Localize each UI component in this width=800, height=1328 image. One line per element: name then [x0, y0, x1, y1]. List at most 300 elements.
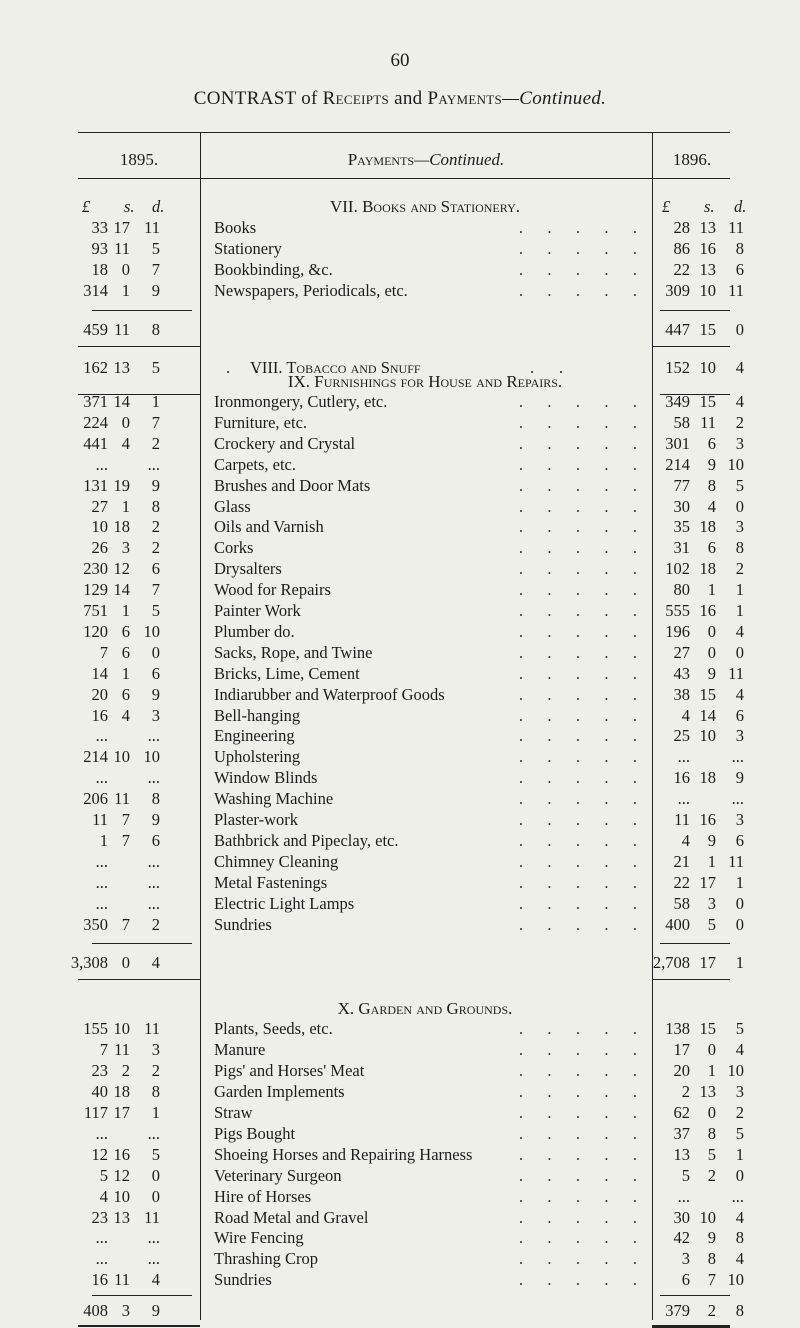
leader-dots: . . . . . — [518, 1144, 640, 1164]
amount-1895-pounds: 23 — [91, 1207, 108, 1227]
amount-1895-pounds: 459 — [83, 319, 108, 339]
header-payments-continued: —Continued. — [414, 150, 505, 169]
amount-1896-pounds: ... — [677, 747, 690, 767]
amount-1896-pence: 11 — [728, 663, 744, 683]
title-part: Payments — [427, 88, 503, 109]
amount-1896-shillings: 0 — [707, 1040, 716, 1060]
item-label: Thrashing Crop — [214, 1249, 319, 1269]
leader-dots: . . . . . — [518, 726, 640, 746]
amount-1896-shillings: 15 — [699, 392, 716, 411]
amount-1895-pence: ... — [147, 1228, 160, 1248]
table-row — [0, 1103, 800, 1125]
amount-1896-pounds: 58 — [673, 893, 690, 913]
amount-1895-pounds: 120 — [83, 621, 108, 641]
section-heading: VII. Books and Stationery. — [329, 197, 520, 216]
table-row — [0, 455, 800, 477]
amount-1895-pounds: 7 — [99, 642, 108, 662]
amount-1895-pence: 2 — [151, 538, 160, 558]
amount-1896-pounds: 27 — [673, 642, 690, 662]
amount-1895-pence: 2 — [151, 914, 160, 934]
item-label: Upholstering — [214, 747, 301, 767]
table-row — [0, 320, 800, 342]
amount-1895-pence: 3 — [151, 1040, 160, 1060]
leader-dots: . . . . . — [518, 1103, 640, 1122]
amount-1895-pounds: ... — [95, 454, 108, 474]
amount-1895-pounds: 230 — [83, 559, 108, 579]
leader-dots: . . . . . — [518, 601, 640, 620]
amount-1896-pounds: 62 — [673, 1103, 690, 1122]
leader-dots: . . . . . — [518, 496, 640, 516]
item-label: Veterinary Surgeon — [214, 1165, 342, 1185]
amount-1896-pence: 3 — [735, 1082, 744, 1102]
amount-1896-pounds: 30 — [673, 496, 690, 516]
amount-1895-pence: ... — [147, 872, 160, 892]
item-label: Drysalters — [214, 559, 282, 579]
leader-dots: . . . . . — [518, 1207, 640, 1227]
table-row — [0, 434, 800, 456]
leader-dots: . . . . . — [518, 1228, 640, 1248]
rule — [92, 943, 192, 944]
amount-1896-pounds: 138 — [665, 1019, 690, 1039]
table-row — [0, 894, 800, 916]
table-row — [0, 392, 800, 414]
amount-1895-pence: 5 — [151, 601, 160, 620]
amount-1895-pence: 7 — [151, 580, 160, 600]
table-row — [0, 601, 800, 623]
amount-1895-pounds: ... — [95, 768, 108, 788]
title-part: CONTRAST of — [193, 88, 323, 109]
rule — [78, 346, 200, 347]
amount-1896-pounds: 13 — [673, 1144, 690, 1164]
amount-1896-pounds: 37 — [673, 1123, 690, 1143]
item-label: Road Metal and Gravel — [214, 1207, 369, 1227]
amount-1896-shillings: 11 — [700, 412, 716, 432]
pound-sign: £ — [662, 197, 671, 216]
header-1896: 1896. — [672, 150, 712, 169]
amount-1895-pence: 2 — [151, 1061, 160, 1081]
item-label: Garden Implements — [214, 1082, 345, 1102]
amount-1896-pence: 8 — [735, 1301, 744, 1321]
amount-1896-shillings: 10 — [699, 726, 716, 746]
section-heading: VIII. Tobacco and Snuff — [250, 357, 421, 377]
amount-1896-shillings: 15 — [699, 319, 716, 339]
item-label: Brushes and Door Mats — [214, 475, 371, 495]
amount-1895-shillings: 10 — [113, 747, 130, 767]
table-row — [0, 1270, 800, 1292]
item-label: Bookbinding, &c. — [214, 259, 333, 279]
amount-1896-pounds: 28 — [673, 218, 690, 237]
item-label: Plants, Seeds, etc. — [214, 1019, 333, 1039]
amount-1895-pounds: 5 — [99, 1165, 108, 1185]
amount-1895-pounds: 371 — [83, 392, 108, 411]
amount-1896-pence: 0 — [735, 1165, 744, 1185]
amount-1895-pence: ... — [147, 768, 160, 788]
amount-1896-pence: 2 — [735, 412, 744, 432]
amount-1896-pounds: ... — [677, 1186, 690, 1206]
amount-1896-pence: 4 — [735, 1040, 744, 1060]
amount-1896-pence: 0 — [735, 642, 744, 662]
amount-1895-pence: 6 — [151, 559, 160, 579]
amount-1895-pence: 5 — [151, 238, 160, 258]
amount-1896-pence: 4 — [735, 1249, 744, 1269]
amount-1896-pounds: 4 — [681, 705, 690, 725]
amount-1895-pounds: 12 — [91, 1144, 108, 1164]
amount-1895-pence: 8 — [151, 789, 160, 809]
amount-1896-shillings: 16 — [699, 238, 716, 258]
amount-1896-pence: 1 — [735, 953, 744, 973]
amount-1895-pounds: 20 — [91, 684, 108, 704]
amount-1895-pounds: ... — [95, 1123, 108, 1143]
rule — [92, 310, 192, 311]
amount-1896-pence: 0 — [735, 893, 744, 913]
table-row — [0, 413, 800, 435]
amount-1895-shillings: 13 — [113, 1207, 130, 1227]
title-part: Receipts — [322, 88, 390, 109]
amount-1896-pence: 3 — [735, 810, 744, 829]
leader-dots: . . . . . — [518, 392, 640, 411]
amount-1895-shillings: 4 — [121, 433, 130, 453]
rule — [652, 979, 730, 980]
item-label: Pigs Bought — [214, 1123, 296, 1143]
amount-1896-pence: 1 — [735, 580, 744, 600]
amount-1895-pence: ... — [147, 1123, 160, 1143]
amount-1896-pounds: 5 — [681, 1165, 690, 1185]
amount-1896-shillings: 17 — [699, 872, 716, 892]
item-label: Metal Fastenings — [214, 872, 328, 892]
leader-dots: . . . . . — [518, 830, 640, 850]
amount-1896-shillings: 16 — [699, 601, 716, 620]
amount-1896-shillings: 1 — [707, 851, 716, 871]
amount-1895-shillings: 12 — [113, 1165, 130, 1185]
amount-1896-pounds: 25 — [673, 726, 690, 746]
amount-1896-pence: 1 — [735, 1144, 744, 1164]
amount-1895-pounds: 131 — [83, 475, 108, 495]
amount-1896-pounds: 2 — [681, 1082, 690, 1102]
amount-1895-shillings: 6 — [121, 684, 130, 704]
amount-1895-shillings: 11 — [114, 1040, 130, 1060]
leader-dots: . . . . . — [518, 580, 640, 600]
amount-1895-shillings: 17 — [113, 1103, 130, 1122]
amount-1896-pounds: 4 — [681, 830, 690, 850]
amount-1895-shillings: 14 — [113, 392, 130, 411]
amount-1895-shillings: 18 — [113, 517, 130, 537]
table-row — [0, 1145, 800, 1167]
amount-1896-shillings: 5 — [707, 914, 716, 934]
amount-1896-pounds: 58 — [673, 412, 690, 432]
amount-1896-shillings: 9 — [707, 1228, 716, 1248]
leader-dots: . . . . . — [518, 810, 640, 829]
amount-1895-pounds: 441 — [83, 433, 108, 453]
amount-1895-shillings: 10 — [113, 1019, 130, 1039]
leader-dots: . . . . . — [518, 1123, 640, 1143]
page-title — [0, 88, 800, 110]
amount-1896-shillings: 2 — [707, 1301, 716, 1321]
amount-1896-pounds: 43 — [673, 663, 690, 683]
amount-1895-shillings: 1 — [121, 280, 130, 300]
item-label: Carpets, etc. — [214, 454, 297, 474]
item-label: Sundries — [214, 914, 272, 934]
leader-dots: . . . . . — [518, 705, 640, 725]
section-heading: X. Garden and Grounds. — [337, 999, 513, 1019]
amount-1895-shillings: 17 — [113, 218, 130, 237]
item-label: Washing Machine — [214, 789, 334, 809]
amount-1896-pence: 1 — [735, 872, 744, 892]
amount-1895-pence: 5 — [151, 357, 160, 377]
amount-1896-pounds: ... — [677, 789, 690, 809]
amount-1895-pounds: 224 — [83, 412, 108, 432]
amount-1896-pounds: 80 — [673, 580, 690, 600]
table-row — [0, 1301, 800, 1323]
amount-1895-pounds: ... — [95, 726, 108, 746]
amount-1896-shillings: 10 — [699, 357, 716, 377]
table-row — [0, 1208, 800, 1230]
amount-1895-pence: 0 — [151, 642, 160, 662]
table-row — [0, 1019, 800, 1041]
rule — [660, 310, 730, 311]
item-label: Window Blinds — [214, 768, 318, 788]
amount-1895-pounds: 155 — [83, 1019, 108, 1039]
amount-1896-pence: 1 — [735, 601, 744, 620]
amount-1896-pounds: 38 — [673, 684, 690, 704]
amount-1896-shillings: 15 — [699, 684, 716, 704]
leader-dots: . . . . . — [518, 747, 640, 767]
amount-1895-shillings: 7 — [121, 914, 130, 934]
table-row — [0, 239, 800, 261]
leader-dots: . . . . . — [518, 768, 640, 788]
amount-1895-pounds: 7 — [99, 1040, 108, 1060]
amount-1895-shillings: 0 — [121, 259, 130, 279]
amount-1895-shillings: 11 — [114, 789, 130, 809]
amount-1895-shillings: 6 — [121, 642, 130, 662]
amount-1895-pence: ... — [147, 726, 160, 746]
amount-1895-pence: ... — [147, 851, 160, 871]
leader-dots: . . . . . — [518, 517, 640, 537]
leader-dots: . . . . . — [518, 1186, 640, 1206]
amount-1895-pence: 11 — [144, 218, 160, 237]
amount-1895-pounds: 16 — [91, 1270, 108, 1290]
table-row — [0, 476, 800, 498]
amount-1896-pence: 4 — [735, 621, 744, 641]
amount-1896-pounds: 30 — [673, 1207, 690, 1227]
table-row — [0, 915, 800, 937]
amount-1895-shillings: 1 — [121, 496, 130, 516]
amount-1896-shillings: 16 — [699, 810, 716, 829]
amount-1896-shillings: 1 — [707, 580, 716, 600]
amount-1895-pence: 10 — [143, 621, 160, 641]
amount-1896-pounds: 22 — [673, 259, 690, 279]
amount-1895-pence: 9 — [151, 1301, 160, 1321]
amount-1896-pence: 8 — [735, 1228, 744, 1248]
amount-1896-pounds: 16 — [673, 768, 690, 788]
amount-1896-shillings: 0 — [707, 642, 716, 662]
amount-1895-pence: 3 — [151, 705, 160, 725]
table-row — [0, 873, 800, 895]
amount-1896-shillings: 15 — [699, 1019, 716, 1039]
title-part: and — [389, 88, 428, 109]
amount-1896-pounds: 11 — [674, 810, 690, 829]
amount-1895-pounds: ... — [95, 893, 108, 913]
table-row — [0, 1124, 800, 1146]
amount-1895-shillings: 0 — [121, 412, 130, 432]
item-label: Corks — [214, 538, 254, 558]
page-number: 60 — [390, 50, 410, 71]
amount-1896-pence: ... — [731, 789, 744, 809]
amount-1895-pounds: 751 — [83, 601, 108, 620]
table-row — [0, 768, 800, 790]
shilling-sign: s. — [704, 197, 715, 216]
amount-1896-pounds: 400 — [665, 914, 690, 934]
table-row — [0, 852, 800, 874]
table-row — [0, 747, 800, 769]
section-heading: IX. Furnishings for House and Repairs. — [287, 372, 563, 391]
amount-1896-pence: 11 — [728, 218, 744, 237]
item-label: Wood for Repairs — [214, 580, 331, 600]
amount-1896-pence: 8 — [735, 538, 744, 558]
amount-1895-pounds: ... — [95, 1228, 108, 1248]
item-label: Ironmongery, Cutlery, etc. — [214, 392, 388, 411]
amount-1896-shillings: 18 — [699, 517, 716, 537]
amount-1895-shillings: 0 — [121, 953, 130, 973]
amount-1895-pounds: 129 — [83, 580, 108, 600]
amount-1896-pence: 4 — [735, 392, 744, 411]
header-1895: 1895. — [119, 150, 159, 169]
amount-1895-pounds: 27 — [91, 496, 108, 516]
leader-dots: . . — [226, 357, 259, 377]
amount-1896-pence: ... — [731, 1186, 744, 1206]
amount-1896-pounds: 447 — [665, 319, 690, 339]
table-row — [0, 1082, 800, 1104]
leader-dots: . . . . . — [518, 280, 640, 300]
table-row — [0, 685, 800, 707]
amount-1895-shillings: 11 — [114, 238, 130, 258]
rule — [652, 346, 730, 347]
amount-1896-pounds: 21 — [673, 851, 690, 871]
amount-1895-pounds: 11 — [92, 810, 108, 829]
table-row — [0, 497, 800, 519]
rule — [78, 979, 200, 980]
item-label: Furniture, etc. — [214, 412, 308, 432]
pence-sign: d. — [734, 197, 747, 216]
amount-1895-pence: 11 — [144, 1019, 160, 1039]
amount-1895-pounds: 14 — [91, 663, 108, 683]
leader-dots: . . — [530, 357, 563, 377]
table-row — [0, 726, 800, 748]
amount-1896-pounds: 6 — [681, 1270, 690, 1290]
amount-1895-pounds: 3,308 — [70, 953, 108, 973]
amount-1895-pounds: 40 — [91, 1082, 108, 1102]
item-label: Plaster-work — [214, 810, 298, 829]
header-payments — [200, 150, 652, 170]
amount-1895-shillings: 13 — [113, 357, 130, 377]
amount-1896-pounds: 3 — [681, 1249, 690, 1269]
amount-1896-shillings: 9 — [707, 454, 716, 474]
amount-1896-pounds: 214 — [665, 454, 690, 474]
amount-1896-pence: 6 — [735, 705, 744, 725]
item-label: Oils and Varnish — [214, 517, 324, 537]
amount-1895-shillings: 14 — [113, 580, 130, 600]
leader-dots: . . . . . — [518, 684, 640, 704]
amount-1896-pounds: 301 — [665, 433, 690, 453]
item-label: Hire of Horses — [214, 1186, 312, 1206]
amount-1896-pounds: 309 — [665, 280, 690, 300]
amount-1896-shillings: 8 — [707, 1123, 716, 1143]
amount-1895-pence: 6 — [151, 663, 160, 683]
amount-1895-pence: 5 — [151, 1144, 160, 1164]
item-label: Sacks, Rope, and Twine — [214, 642, 373, 662]
amount-1895-pence: ... — [147, 454, 160, 474]
table-row — [0, 643, 800, 665]
leader-dots: . . . . . — [518, 893, 640, 913]
amount-1895-pounds: 350 — [83, 914, 108, 934]
amount-1896-pence: 10 — [727, 1061, 744, 1081]
amount-1896-pounds: 22 — [673, 872, 690, 892]
table-row — [0, 538, 800, 560]
amount-1896-shillings: 13 — [699, 1082, 716, 1102]
item-label: Indiarubber and Waterproof Goods — [214, 684, 445, 704]
amount-1896-pence: 8 — [735, 238, 744, 258]
amount-1895-shillings: 6 — [121, 621, 130, 641]
title-part: —Continued. — [502, 88, 607, 109]
amount-1896-pence: 10 — [727, 454, 744, 474]
item-label: Wire Fencing — [214, 1228, 304, 1248]
table-row — [0, 1228, 800, 1250]
amount-1896-pounds: 196 — [665, 621, 690, 641]
amount-1895-pence: 1 — [151, 392, 160, 411]
amount-1896-pounds: 42 — [673, 1228, 690, 1248]
amount-1896-shillings: 6 — [707, 433, 716, 453]
amount-1896-pounds: 152 — [665, 357, 690, 377]
pound-sign: £ — [82, 197, 91, 216]
amount-1895-pence: 9 — [151, 810, 160, 829]
amount-1895-pence: 8 — [151, 1082, 160, 1102]
amount-1896-shillings: 6 — [707, 538, 716, 558]
amount-1896-pence: 0 — [735, 496, 744, 516]
table-row — [0, 664, 800, 686]
rule — [92, 1295, 192, 1296]
amount-1896-shillings: 17 — [699, 953, 716, 973]
amount-1895-pence: 9 — [151, 280, 160, 300]
amount-1896-pounds: 2,708 — [652, 953, 690, 973]
amount-1896-pounds: 379 — [665, 1301, 690, 1321]
amount-1895-shillings: 19 — [113, 475, 130, 495]
amount-1895-pence: 0 — [151, 1165, 160, 1185]
table-row — [0, 517, 800, 539]
amount-1895-pence: 9 — [151, 475, 160, 495]
amount-1895-shillings: 3 — [121, 1301, 130, 1321]
amount-1896-pence: 9 — [735, 768, 744, 788]
amount-1896-pence: ... — [731, 747, 744, 767]
amount-1895-shillings: 1 — [121, 601, 130, 620]
amount-1895-pounds: 93 — [91, 238, 108, 258]
leader-dots: . . . . . — [518, 621, 640, 641]
amount-1895-shillings: 2 — [121, 1061, 130, 1081]
item-label: Bricks, Lime, Cement — [214, 663, 360, 683]
amount-1895-pounds: 206 — [83, 789, 108, 809]
amount-1895-pence: 1 — [151, 1103, 160, 1122]
table-row — [0, 1166, 800, 1188]
amount-1895-shillings: 10 — [113, 1186, 130, 1206]
amount-1896-shillings: 8 — [707, 1249, 716, 1269]
table-row — [0, 706, 800, 728]
leader-dots: . . . . . — [518, 642, 640, 662]
leader-dots: . . . . . — [518, 1165, 640, 1185]
amount-1895-pence: 2 — [151, 517, 160, 537]
amount-1896-shillings: 0 — [707, 1103, 716, 1122]
leader-dots: . . . . . — [518, 475, 640, 495]
amount-1896-pounds: 555 — [665, 601, 690, 620]
amount-1895-pence: 10 — [143, 747, 160, 767]
table-row — [0, 789, 800, 811]
